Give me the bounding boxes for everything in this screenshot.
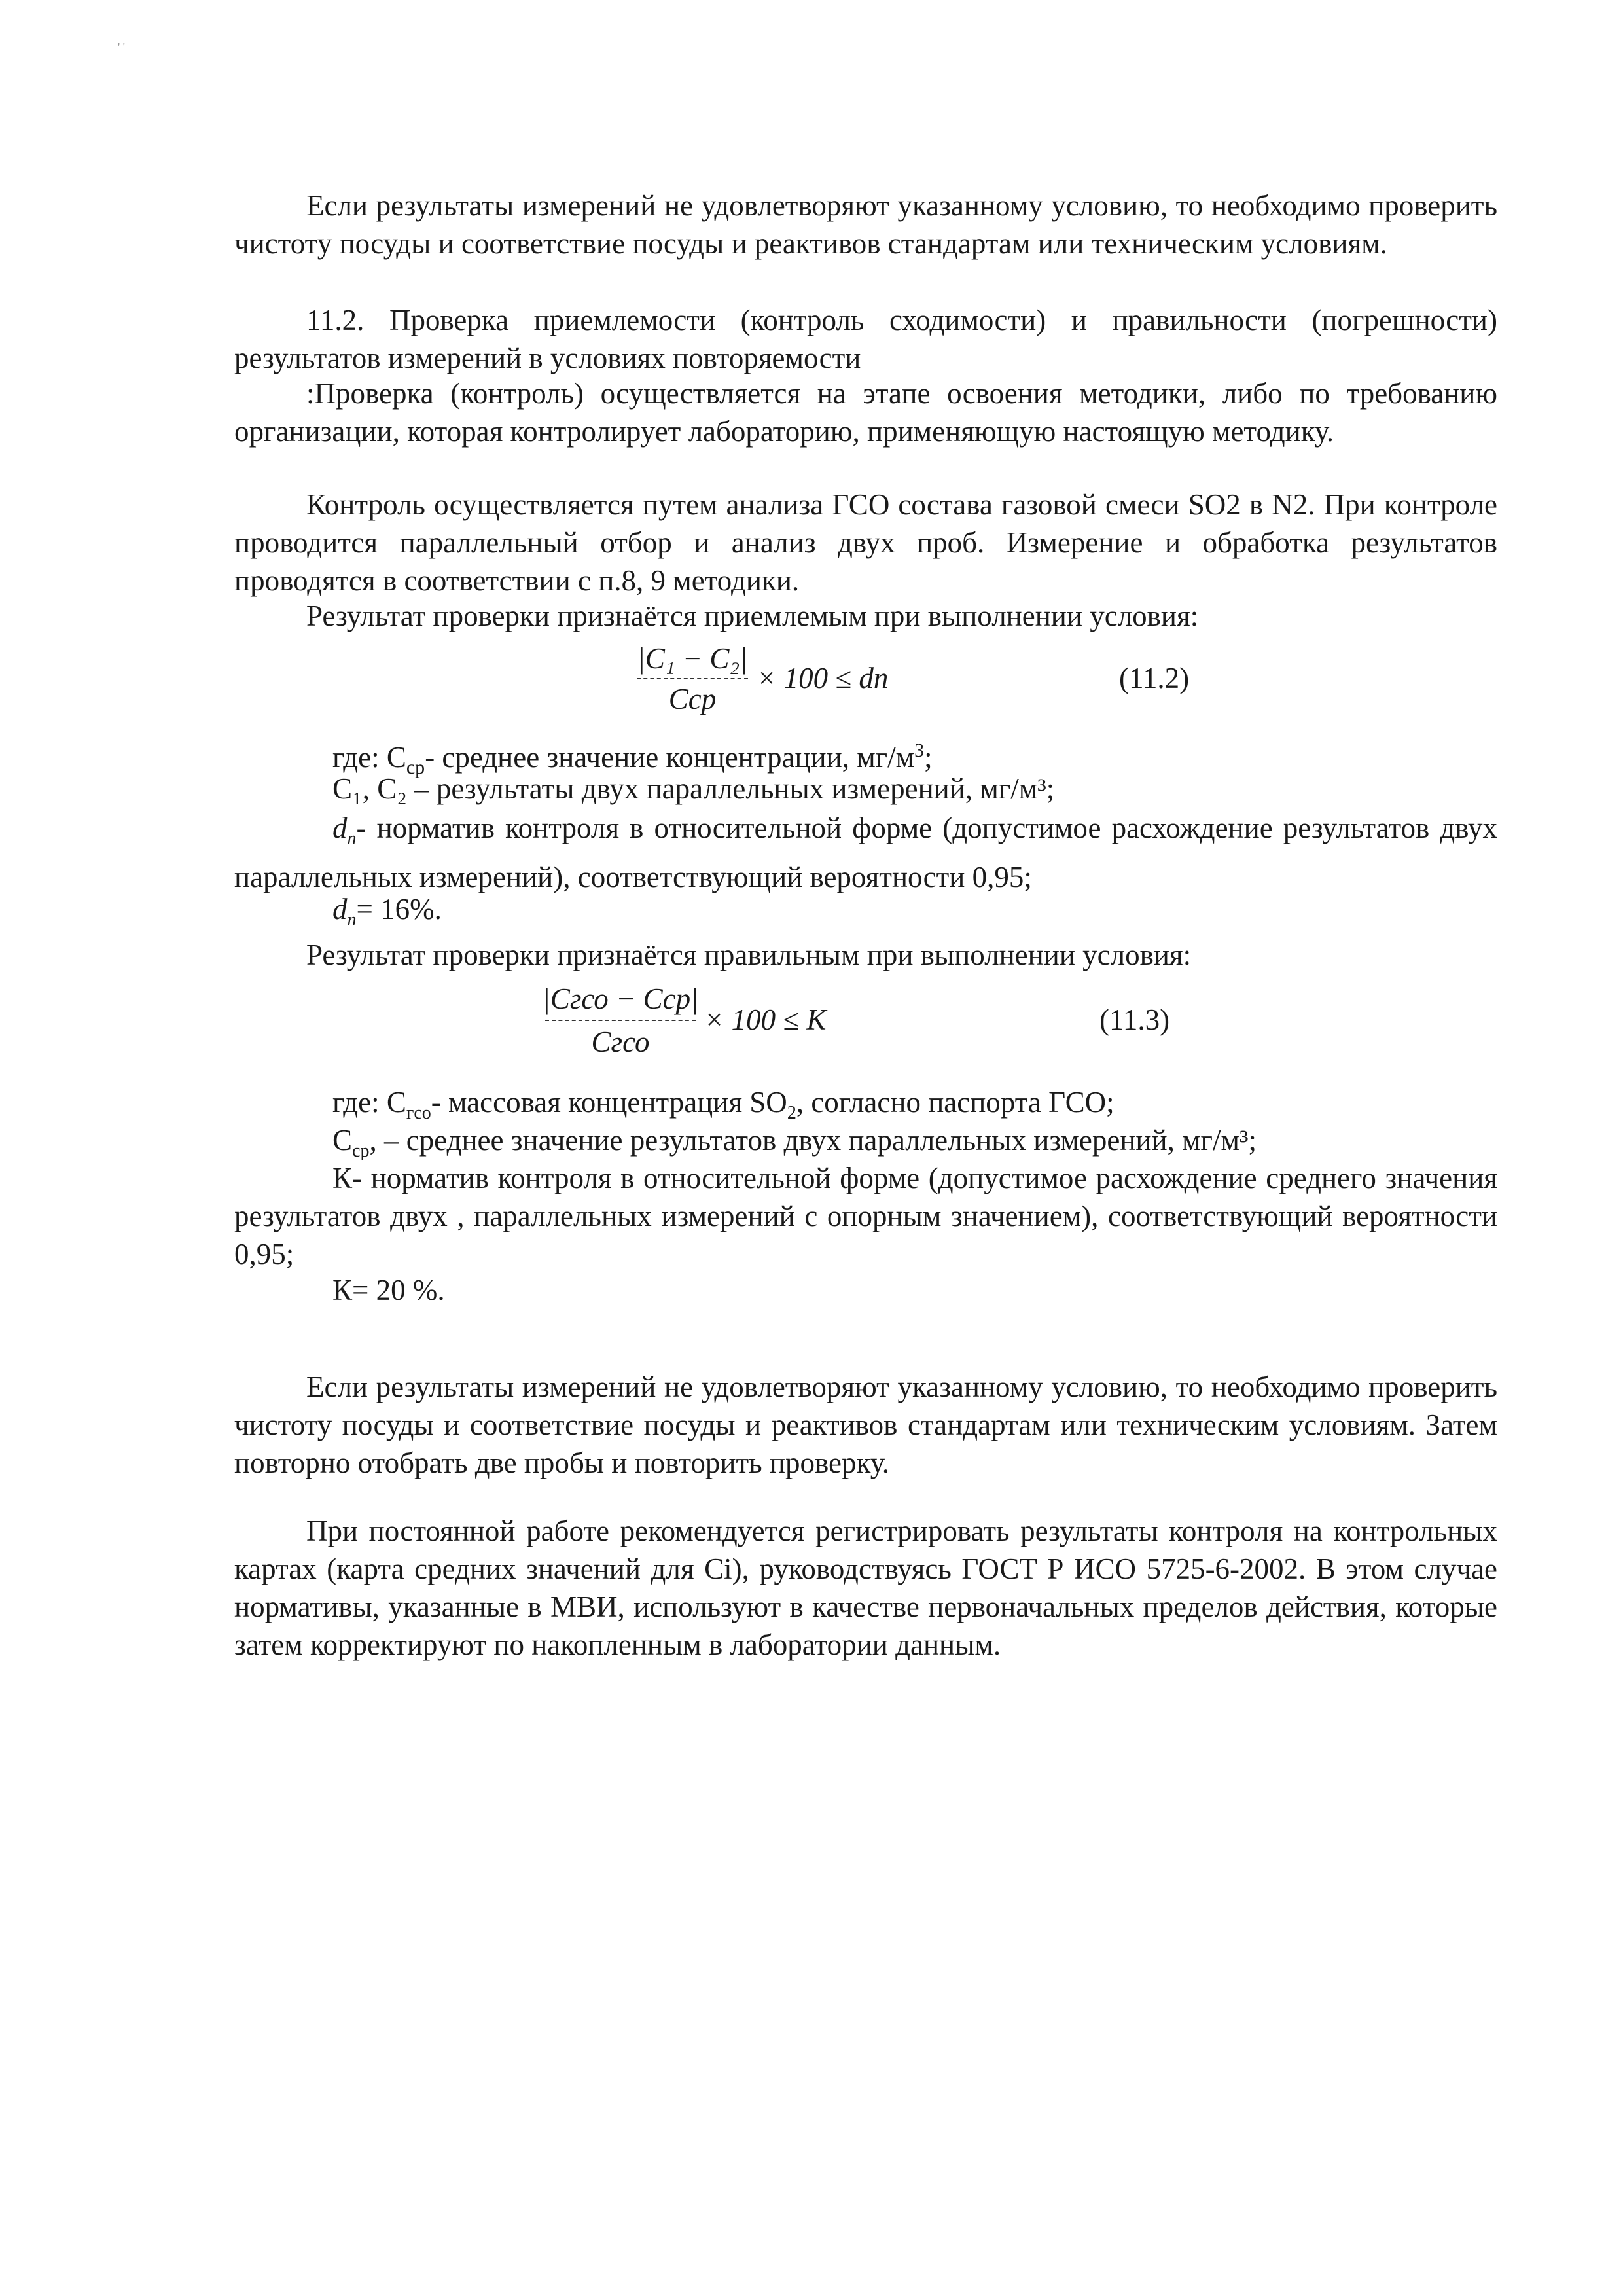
dn-symbol: d [332,812,348,844]
formula-11-2-denominator: Cср [668,683,717,715]
formula-11-2-rhs: × 100 ≤ dп [757,662,889,694]
fraction-bar [545,1020,696,1021]
formula-11-2-numerator: |C₁ − C₂| [637,642,748,675]
formula-11-3-number: (11.3) [1099,1003,1170,1036]
c-avg-text: , – среднее значение результатов двух параллельных измерений, мг/м³; [369,1124,1257,1157]
formula-11-2 [633,641,1222,720]
correctness-condition-text: Результат проверки признаётся правильным при выполнении условия: [306,939,1192,971]
where-c-gso-prefix: где: С [332,1086,406,1119]
dn-value-subscript: п [347,910,357,930]
paragraph-4: Контроль осуществляется путем анализа ГСО состава газовой смеси SO2 в N2. При контроле проводится параллельный отбор и анализ двух проб. Измерение и обработка результатов проводятся в соответствии с п.8, 9 методики. [234,488,1497,597]
paragraph-1: Если результаты измерений не удовлетворяют указанному условию, то необходимо проверить чистоту посуды и соответствие посуды и реактивов стандартам или техническим условиям. [234,189,1497,260]
formula-11-3-rhs: × 100 ≤ K [704,1003,827,1036]
paragraph-7: Если результаты измерений не удовлетворяют указанному условию, то необходимо проверить чистоту посуды и соответствие посуды и реактивов стандартам или техническим условиям. Затем повторно отобрать две пробы и повторить проверку. [234,1371,1497,1479]
where-c-gso-description: - массовая концентрация SO [431,1086,787,1119]
dn-symbol-subscript: п [347,829,357,849]
c1-c2-definition: С₁, С₂ – результаты двух параллельных измерений, мг/м³; [332,772,1055,805]
k-value: К= 20 %. [332,1274,445,1306]
so2-subscript: 2 [787,1103,796,1123]
formula-11-3 [542,982,1222,1067]
where-c-avg-prefix: где: С [332,741,406,774]
paragraph-8: При постоянной работе рекомендуется регистрировать результаты контроля на контрольных картах (карта средних значений для Ci), руководствуясь ГОСТ Р ИСО 5725-6-2002. В этом случае нормативы, указанные в МВИ, используют в качестве первоначальных пределов действия, которые затем корректируют по накопленным в лаборатории данным. [234,1515,1497,1661]
dn-value [332,890,442,939]
dn-definition [234,809,1497,896]
dn-definition-text: - норматив контроля в относительной форме (допустимое расхождение результатов двух параллельных измерений), соответствующий вероятности 0,95; [234,812,1497,893]
paragraph-3: :Проверка (контроль) осуществляется на этапе освоения методики, либо по требованию организации, которая контролирует лабораторию, применяющую настоящую методику. [234,377,1497,448]
formula-11-3-denominator: Cгсо [591,1026,650,1058]
where-c-gso-subscript: гсо [406,1103,431,1123]
dn-value-text: = 16%. [356,893,442,925]
where-c-avg-description: - среднее значение концентрации, мг/м [425,741,915,774]
c-avg-symbol: С [332,1124,353,1157]
k-definition: К- норматив контроля в относительной форме (допустимое расхождение среднего значения результатов двух , параллельных измерений с опорным значением), соответствующий вероятности 0,95; [234,1162,1497,1270]
where-c-avg-superscript: 3 [914,740,925,761]
acceptance-condition-text: Результат проверки признаётся приемлемым при выполнении условия: [306,600,1199,632]
where-c-avg-subscript: ср [406,757,425,778]
scan-speck: ' ' [118,41,125,54]
section-heading-11-2: 11.2. Проверка приемлемости (контроль сходимости) и правильности (погрешности) результатов измерений в условиях повторяемости [234,304,1497,374]
fraction-bar [637,678,748,679]
formula-11-3-numerator: |Cгсо − Cср| [542,982,699,1015]
formula-11-2-number: (11.2) [1119,662,1190,694]
c-avg-subscript: ср [352,1141,370,1161]
where-c-avg-end: ; [924,741,933,774]
where-c-gso-end: , согласно паспорта ГСО; [796,1086,1115,1119]
dn-value-symbol: d [332,893,348,925]
